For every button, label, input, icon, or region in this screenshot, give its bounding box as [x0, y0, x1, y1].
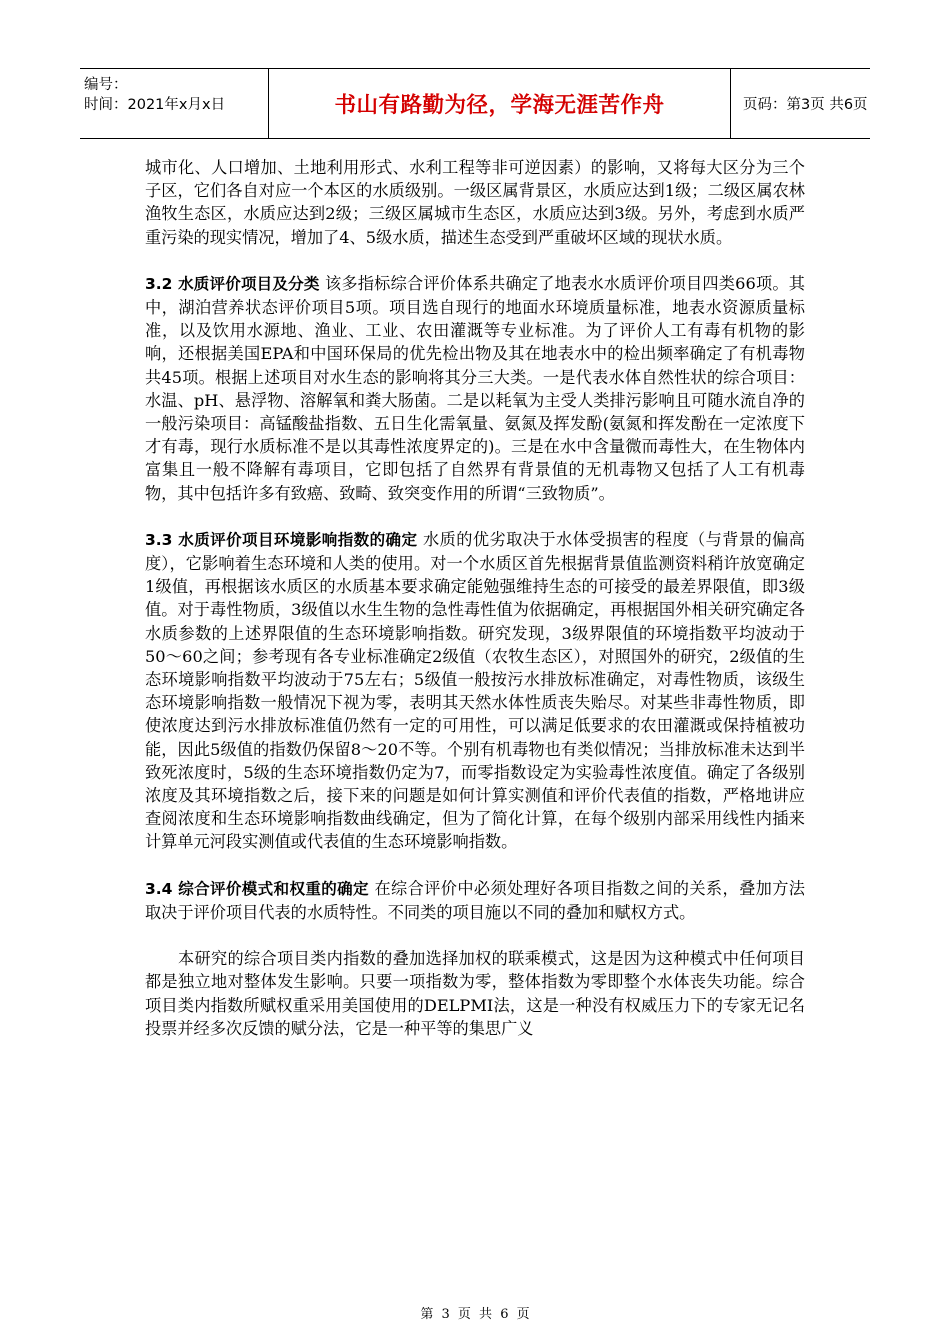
- section-3-2-text: 该多指标综合评价体系共确定了地表水水质评价项目四类66项。其中，湖泊营养状态评价项目5项。项目选自现行的地面水环境质量标准，地表水资源质量标准，以及饮用水源地、渔业、工业、农田灌溉等专业标准。为了评价人工有毒有机物的影响，还根据美国EPA和中国环保局的优先检出物及其在地表水中的检出频率确定了有机毒物共45项。根据上述项目对水生态的影响将其分三大类。一是代表水体自然性状的综合项目：水温、pH、悬浮物、溶解氧和粪大肠菌。二是以耗氧为主受人类排污影响且可随水流自净的一般污染项目：高锰酸盐指数、五日生化需氧量、氨氮及挥发酚(氨氮和挥发酚在一定浓度下才有毒，现行水质标准不是以其毒性浓度界定的)。三是在水中含量微而毒性大，在生物体内富集且一般不降解有毒项目，它即包括了自然界有背景值的无机毒物又包括了人工有机毒物，其中包括许多有致癌、致畸、致突变作用的所谓“三致物质”。: [145, 273, 805, 503]
- section-3-4-title: 3.4 综合评价模式和权重的确定: [145, 879, 369, 898]
- page-header: [80, 68, 870, 139]
- intro-paragraph: 城市化、人口增加、土地利用形式、水利工程等非可逆因素）的影响，又将每大区分为三个子区，它们各自对应一个本区的水质级别。一级区属背景区，水质应达到1级；二级区属农林渔牧生态区，水质应达到2级；三级区属城市生态区，水质应达到3级。另外，考虑到水质严重污染的现实情况，增加了4、5级水质，描述生态受到严重破坏区域的现状水质。: [145, 158, 805, 247]
- section-3-2-title: 3.2 水质评价项目及分类: [145, 274, 320, 293]
- header-page: 页码：第3页 共6页: [743, 97, 868, 113]
- header-motto-cell: [268, 69, 731, 138]
- section-3-3-title: 3.3 水质评价项目环境影响指数的确定: [145, 530, 418, 549]
- document-body: [145, 156, 805, 1040]
- section-3-3: [145, 528, 805, 854]
- header-number: 编号：: [84, 77, 128, 93]
- header-meta: [80, 69, 268, 138]
- section-3-2: [145, 272, 805, 505]
- header-date: 时间：2021年x月x日: [84, 97, 226, 113]
- section-3-4: [145, 877, 805, 924]
- section-3-3-text: 水质的优劣取决于水体受损害的程度（与背景的偏高度），它影响着生态环境和人类的使用。对一个水质区首先根据背景值监测资料稍许放宽确定1级值，再根据该水质区的水质基本要求确定能勉强维持生态的可接受的最差界限值，即3级值。对于毒性物质，3级值以水生生物的急性毒性值为依据确定，再根据国外相关研究确定各水质参数的上述界限值的生态环境影响指数。研究发现，3级界限值的环境指数平均波动于50～60之间；参考现有各专业标准确定2级值（农牧生态区），对照国外的研究，2级值的生态环境影响指数平均波动于75左右；5级值一般按污水排放标准确定，对毒性物质，该级生态环境影响指数一般情况下视为零，表明其天然水体性质丧失贻尽。对某些非毒性物质，即使浓度达到污水排放标准值仍然有一定的可用性，可以满足低要求的农田灌溉或保持植被功能，因此5级值的指数仍保留8～20不等。个别有机毒物也有类似情况；当排放标准未达到半致死浓度时，5级的生态环境指数仍定为7，而零指数设定为实验毒性浓度值。确定了各级别浓度及其环境指数之后，接下来的问题是如何计算实测值和评价代表值的指数，严格地讲应查阅浓度和生态环境影响指数曲线确定，但为了简化计算，在每个级别内部采用线性内插来计算单元河段实测值或代表值的生态环境影响指数。: [145, 529, 805, 852]
- header-motto: 书山有路勤为径，学海无涯苦作舟: [334, 93, 665, 118]
- section-3-4-text: 在综合评价中必须处理好各项目指数之间的关系，叠加方法取决于评价项目代表的水质特性。不同类的项目施以不同的叠加和赋权方式。: [145, 878, 805, 922]
- final-paragraph: 本研究的综合项目类内指数的叠加选择加权的联乘模式，这是因为这种模式中任何项目都是独立地对整体发生影响。只要一项指数为零，整体指数为零即整个水体丧失功能。综合项目类内指数所赋权重采用美国使用的DELPMI法，这是一种没有权威压力下的专家无记名投票并经多次反馈的赋分法，它是一种平等的集思广义: [145, 949, 805, 1038]
- page-footer: 第 3 页 共 6 页: [420, 1307, 530, 1322]
